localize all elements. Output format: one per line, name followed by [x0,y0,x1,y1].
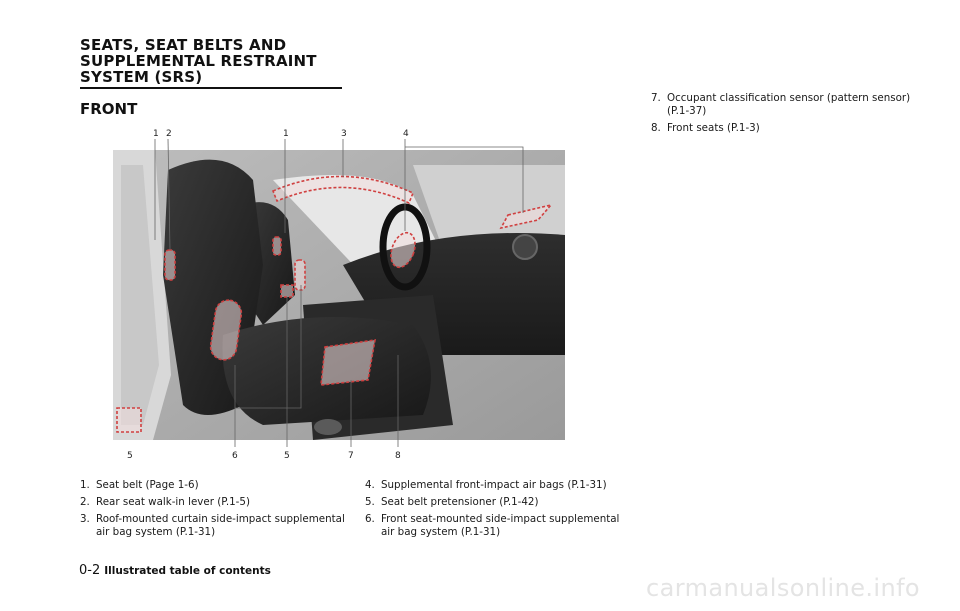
page-footer [79,559,271,578]
legend-number: 7. [651,92,661,104]
legend-number: 1. [80,479,90,491]
page-number: 0-2 [79,563,101,578]
legend-number: 8. [651,122,661,134]
highlight-occupant-sensor [321,340,375,385]
legend-list-middle [365,479,635,543]
legend-item-1 [80,479,350,492]
page-title-line: SEATS, SEAT BELTS AND [80,36,287,54]
watermark: carmanualsonline.info [646,574,920,602]
legend-text: Front seats (P.1-3) [667,122,760,134]
legend-text: Roof-mounted curtain side-impact supplemental air bag system (P.1-31) [96,513,345,538]
callout-1b: 1 [283,129,289,139]
legend-number: 3. [80,513,90,525]
legend-item-7 [651,92,911,118]
highlight-seat-belt [273,237,281,255]
section-heading: FRONT [80,100,138,118]
illustration-svg [113,125,565,465]
legend-list-right [651,92,911,139]
legend-text: Occupant classification sensor (pattern sensor) (P.1-37) [667,92,911,117]
legend-number: 2. [80,496,90,508]
highlight-pretensioner-center [281,285,293,297]
page-title-line: SUPPLEMENTAL RESTRAINT [80,52,317,70]
legend-text: Seat belt pretensioner (P.1-42) [381,496,539,508]
legend-text: Seat belt (Page 1-6) [96,479,199,491]
highlight-side-airbag-passenger [295,260,305,290]
legend-item-2 [80,496,350,509]
callout-4: 4 [403,129,409,139]
callout-6: 6 [232,451,238,461]
legend-number: 5. [365,496,375,508]
legend-number: 4. [365,479,375,491]
highlight-pretensioner-floor [117,408,141,432]
callout-3: 3 [341,129,347,139]
callout-5a: 5 [127,451,133,461]
callout-7: 7 [348,451,354,461]
footer-section-title: Illustrated table of contents [104,565,271,577]
legend-text: Front seat-mounted side-impact supplemental air bag system (P.1-31) [381,513,620,538]
callout-8: 8 [395,451,401,461]
title-rule [80,87,342,89]
callout-1a: 1 [153,129,159,139]
callout-5b: 5 [284,451,290,461]
legend-item-3 [80,513,350,539]
seat-rail-knob [314,419,342,435]
legend-number: 6. [365,513,375,525]
legend-item-4 [365,479,635,492]
legend-item-6 [365,513,635,539]
callout-2: 2 [166,129,172,139]
legend-item-8 [651,122,911,135]
air-vent [513,235,537,259]
legend-text: Supplemental front-impact air bags (P.1-31) [381,479,607,491]
page-title [80,37,345,85]
legend-list-left [80,479,350,543]
legend-text: Rear seat walk-in lever (P.1-5) [96,496,250,508]
seat-srs-illustration [113,125,565,465]
page-title-line: SYSTEM (SRS) [80,68,203,86]
highlight-walkin-lever [165,250,175,280]
legend-item-5 [365,496,635,509]
